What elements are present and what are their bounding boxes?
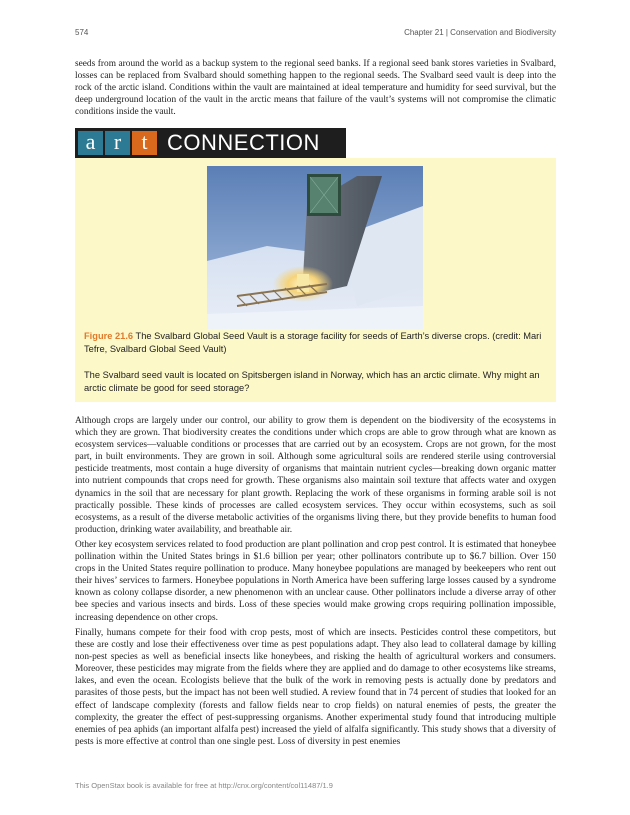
figure-number: Figure 21.6: [84, 331, 134, 341]
connection-word: CONNECTION: [167, 130, 320, 155]
paragraph-ecosystem-services: Although crops are largely under our control, our ability to grow them is dependent on the biodiversity of the ecosystems in which they are grown. That biodiversity creates the conditions under which crops are able to grow through what are known as ecosystem services—valuable conditions or processes that are carried out by an ecosystem. Crops are not grown, for the most part, in built environments. They are grown in soil. Although some agricultural soils are rendered sterile using controversial pesticide treatments, most contain a huge diversity of organisms that maintain nutrient cycles—breaking down organic matter into nutrient compounds that crops need for growth. These organisms also maintain soil texture that affects water and oxygen dynamics in the soil that are necessary for plant growth. Replacing the work of these organisms in forming arable soil is not practically possible. These kinds of processes are called ecosystem services. They occur within ecosystems, such as soil ecosystems, as a result of the diverse metabolic activities of the organisms living there, but they provide benefits to human food production, drinking water availability, and breathable air.: [75, 416, 556, 535]
chapter-title: Chapter 21 | Conservation and Biodiversity: [404, 28, 556, 37]
footer-text: This OpenStax book is available for free at http://cnx.org/content/col11487/1.9: [75, 781, 333, 790]
paragraph-pest-control: Finally, humans compete for their food with crop pests, most of which are insects. Pesticides control these competitors, but these are costly and lose their effectiveness over time as pest populations adapt. They also lead to collateral damage by killing non-pest species as well as beneficial insects like honeybees, and risking the health of agricultural workers and consumers. Moreover, these pesticides may migrate from the fields where they are applied and do damage to other ecosystems like streams, lakes, and even the ocean. Ecologists believe that the bulk of the work in removing pests is actually done by predators and parasites of those pests, but the impact has not been well studied. A review found that in 74 percent of studies that looked for an effect of landscape complexity (forests and fallow fields near to crop fields) on natural enemies of pests, the greater the complexity, the greater the effect of pest-suppressing organisms. Another experimental study found that introducing multiple enemies of pea aphids (an important alfalfa pest) increased the yield of alfalfa significantly. This study shows that a diversity of pests is more effective at control than one single pest. Loss of diversity in pest enemies: [75, 628, 556, 747]
seed-vault-photo: [207, 166, 423, 329]
paragraph-pollination: Other key ecosystem services related to food production are plant pollination and crop pest control. It is estimated that honeybee pollination within the United States brings in $1.6 billion per year; other pollinators contribute up to $6.7 billion. Over 150 crops in the United States require pollination to produce. Many honeybee populations are managed by beekeepers who rent out their hives’ services to farmers. Honeybee populations in North America have been suffering large losses caused by a syndrome known as colony collapse disorder, a new phenomenon with an unclear cause. Other pollinators include a diverse array of other bee species and various insects and birds. Loss of these species would make growing crops requiring pollination impossible, increasing dependence on other crops.: [75, 540, 556, 623]
figure-caption-text: The Svalbard Global Seed Vault is a storage facility for seeds of Earth’s diverse crops. (credit: Mari Tefre, Svalbard Global Seed Vault): [84, 331, 542, 354]
paragraph-seed-vault: seeds from around the world as a backup system to the regional seed banks. If a regional seed bank stores varieties in Svalbard, losses can be replaced from Svalbard should something happen to the regional seeds. The Svalbard seed vault is deep into the rock of the arctic island. Conditions within the vault are maintained at ideal temperature and humidity for seed survival, but the deep underground location of the vault in the arctic means that failure of the vault’s systems will not compromise the climatic conditions inside the vault.: [75, 59, 556, 118]
art-connection-question: The Svalbard seed vault is located on Spitsbergen island in Norway, which has an arctic climate. Why might an arctic climate be good for seed storage?: [84, 370, 540, 393]
art-connection-box: [75, 158, 556, 402]
art-tile-r: r: [105, 131, 130, 155]
art-tile-a: a: [78, 131, 103, 155]
page-number: 574: [75, 28, 89, 37]
art-connection-banner: [75, 128, 346, 158]
art-tile-t: t: [132, 131, 157, 155]
figure-caption: [84, 330, 546, 355]
